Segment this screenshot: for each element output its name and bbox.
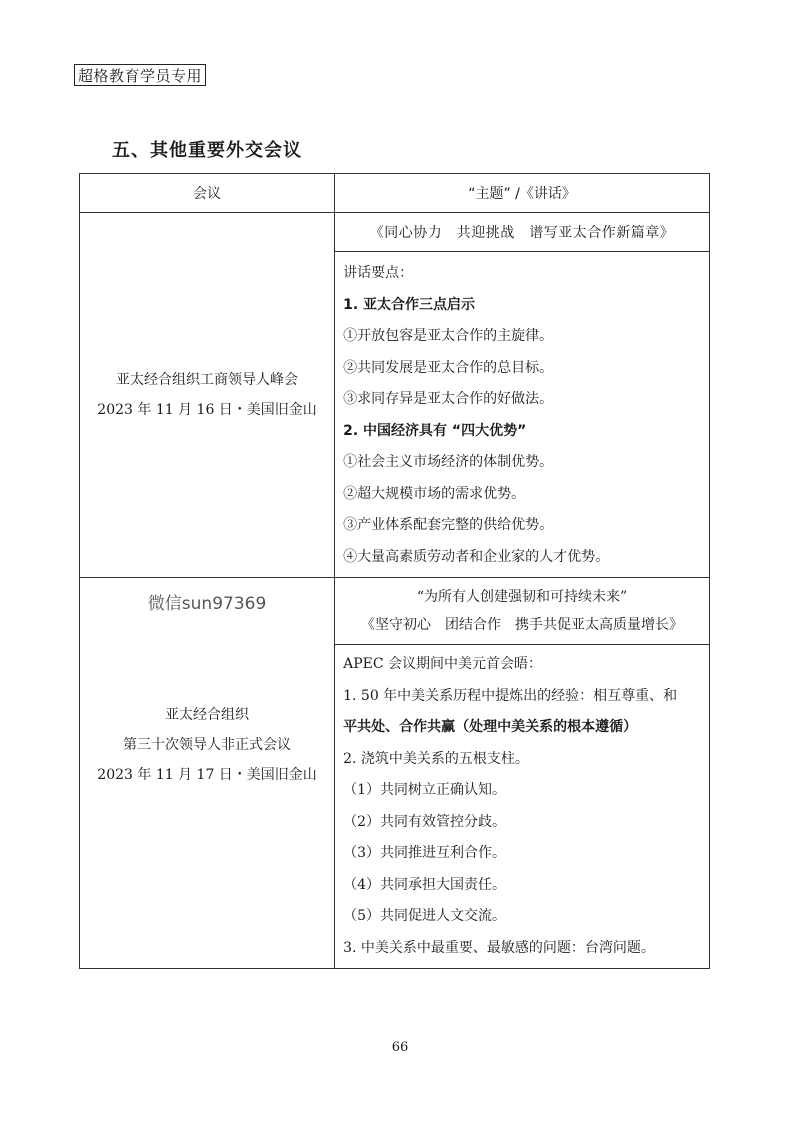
list-item: APEC 会议期间中美元首会晤： (343, 656, 543, 672)
meeting-name: 亚太经合组织工商领导人峰会 (116, 372, 299, 388)
list-item: 2. 浇筑中美关系的五根支柱。 (343, 750, 529, 767)
list-item: ②超大规模市场的需求优势。 (343, 485, 526, 502)
table-row (80, 213, 710, 252)
list-item: 讲话要点： (343, 265, 414, 281)
meeting-name-line1: 亚太经合组织 (165, 707, 250, 723)
header-meeting: 会议 (80, 174, 335, 213)
diplomatic-meetings-table (79, 173, 710, 969)
list-item: 平共处、合作共赢（处理中美关系的根本遵循） (343, 719, 638, 735)
list-item: 1. 亚太合作三点启示 (343, 296, 476, 313)
list-item: 3. 中美关系中最重要、最敏感的问题：台湾问题。 (343, 939, 655, 956)
speech-points (335, 252, 710, 578)
list-item: （3）共同推进互利合作。 (343, 845, 507, 861)
watermark-text: 微信sun97369 (147, 594, 267, 614)
page-number: 66 (391, 1040, 409, 1055)
list-item: 1. 50 年中美关系历程中提炼出的经验：相互尊重、和 (343, 687, 678, 704)
table-row (80, 578, 710, 645)
list-item: ③求同存异是亚太合作的好做法。 (343, 391, 554, 407)
list-item: （4）共同承担大国责任。 (343, 876, 507, 893)
list-item: （2）共同有效管控分歧。 (343, 813, 507, 830)
theme-cell (335, 578, 710, 645)
member-only-badge: 超格教育学员专用 (74, 64, 206, 86)
section-title: 五、其他重要外交会议 (112, 140, 302, 161)
header-theme: “主题” /《讲话》 (335, 174, 710, 213)
list-item: ①社会主义市场经济的体制优势。 (343, 454, 554, 470)
list-item: ①开放包容是亚太合作的主旋律。 (343, 328, 554, 344)
meeting-date: 2023 年 11 月 17 日・美国旧金山 (97, 767, 317, 783)
table-header-row (80, 174, 710, 213)
speech-title: 《同心协力 共迎挑战 谱写亚太合作新篇章》 (335, 213, 710, 252)
list-item: （1）共同树立正确认知。 (343, 782, 507, 798)
list-item: ③产业体系配套完整的供给优势。 (343, 517, 554, 533)
meeting-cell-apec-leaders (80, 578, 335, 969)
list-item: ④大量高素质劳动者和企业家的人才优势。 (343, 548, 610, 565)
speech-title: 《坚守初心 团结合作 携手共促亚太高质量增长》 (361, 617, 684, 633)
list-item: （5）共同促进人文交流。 (343, 908, 507, 924)
list-item: 2. 中国经济具有 “四大优势” (343, 422, 527, 439)
theme-slogan: “为所有人创建强韧和可持续未来” (416, 589, 628, 605)
meeting-cell-apec-ceo-summit (80, 213, 335, 578)
meeting-points (335, 645, 710, 969)
meeting-date: 2023 年 11 月 16 日・美国旧金山 (97, 402, 317, 418)
meeting-name-line2: 第三十次领导人非正式会议 (123, 737, 292, 753)
list-item: ②共同发展是亚太合作的总目标。 (343, 359, 554, 376)
